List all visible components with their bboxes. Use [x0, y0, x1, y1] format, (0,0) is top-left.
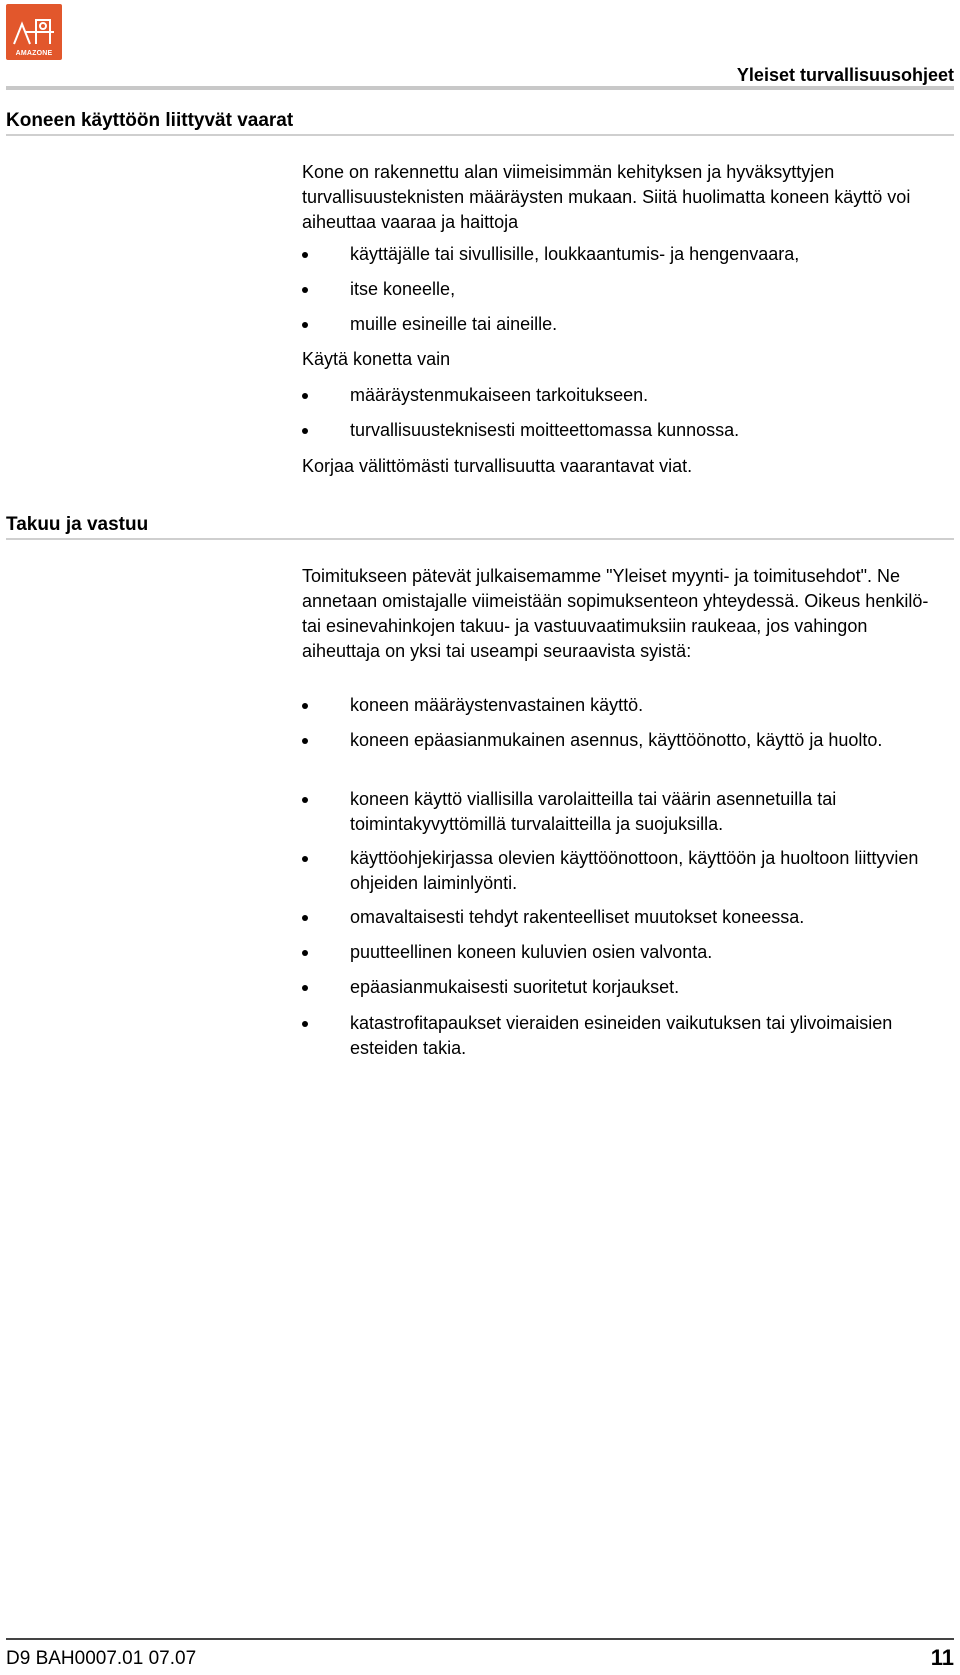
list-item: muille esineille tai aineille. [302, 312, 942, 337]
bullet-icon [302, 797, 308, 803]
section-divider [6, 134, 954, 136]
bullet-icon [302, 1021, 308, 1027]
hazards-intro-paragraph: Kone on rakennettu alan viimeisimmän kehityksen ja hyväksyttyjen turvallisuusteknisten määräysten mukaan. Siitä huolimatta koneen käyttö voi aiheuttaa vaaraa ja haittoja [302, 162, 911, 232]
section-heading-warranty: Takuu ja vastuu [6, 514, 149, 535]
header-divider [6, 86, 954, 90]
list-item: epäasianmukaisesti suoritetut korjaukset. [302, 975, 942, 1000]
bullet-icon [302, 252, 308, 258]
list-item: koneen epäasianmukainen asennus, käyttöönotto, käyttö ja huolto. [302, 728, 942, 753]
list-item: itse koneelle, [302, 277, 942, 302]
list-item: omavaltaisesti tehdyt rakenteelliset muutokset koneessa. [302, 905, 942, 930]
list-item: puutteellinen koneen kuluvien osien valvonta. [302, 940, 942, 965]
page-number: 11 [930, 1645, 954, 1670]
page-header-title: Yleiset turvallisuusohjeet [736, 65, 954, 85]
list-item: käyttäjälle tai sivullisille, loukkaantumis- ja hengenvaara, [302, 242, 942, 267]
section-divider [6, 538, 954, 540]
bullet-icon [302, 985, 308, 991]
list-item: katastrofitapaukset vieraiden esineiden vaikutuksen tai ylivoimaisien esteiden takia. [302, 1011, 942, 1061]
use-only-paragraph: Käytä konetta vain [302, 349, 451, 369]
list-item: koneen käyttö viallisilla varolaitteilla tai väärin asennetuilla tai toimintakyvyttömillä turvalaitteilla ja suojuksilla. [302, 787, 942, 837]
list-item: koneen määräystenvastainen käyttö. [302, 693, 942, 718]
bullet-icon [302, 915, 308, 921]
amazone-logo [6, 4, 62, 60]
bullet-icon [302, 322, 308, 328]
list-item: turvallisuusteknisesti moitteettomassa kunnossa. [302, 418, 942, 443]
bullet-icon [302, 287, 308, 293]
bullet-icon [302, 393, 308, 399]
section-heading-hazards: Koneen käyttöön liittyvät vaarat [6, 110, 294, 131]
warranty-intro-paragraph: Toimitukseen pätevät julkaisemamme "Yleiset myynti- ja toimitusehdot". Ne annetaan omistajalle viimeistään sopimuksenteon yhteydessä. Oikeus henkilö- tai esinevahinkojen takuu- ja vastuuvaatimuksiin raukeaa, jos vahingon aiheuttaja on yksi tai useampi seuraavista syistä: [302, 566, 929, 661]
list-item: määräystenmukaiseen tarkoitukseen. [302, 383, 942, 408]
bullet-icon [302, 738, 308, 744]
list-item: käyttöohjekirjassa olevien käyttöönottoon, käyttöön ja huoltoon liittyvien ohjeiden laiminlyönti. [302, 846, 942, 896]
bullet-icon [302, 950, 308, 956]
footer-divider [6, 1638, 954, 1640]
footer-document-id: D9 BAH0007.01 07.07 [6, 1648, 197, 1669]
bullet-icon [302, 856, 308, 862]
logo-text: AMAZONE [15, 50, 53, 57]
bullet-icon [302, 703, 308, 709]
fix-defects-paragraph: Korjaa välittömästi turvallisuutta vaarantavat viat. [302, 456, 693, 476]
bullet-icon [302, 428, 308, 434]
